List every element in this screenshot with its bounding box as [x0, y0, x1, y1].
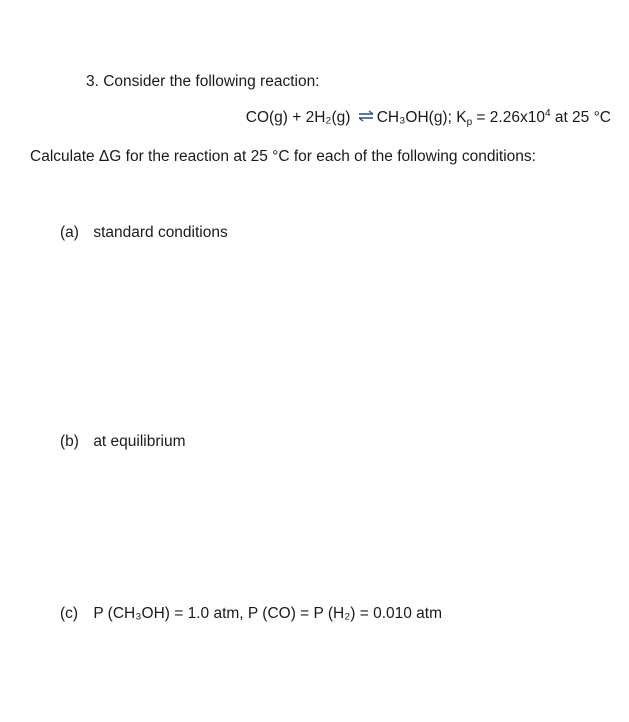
- products: CH₃OH(g);: [376, 109, 452, 126]
- kp-value: = 2.26x10: [472, 109, 545, 126]
- kp-symbol: K: [456, 109, 467, 126]
- reaction-equation: [246, 108, 611, 133]
- part-b: [60, 432, 186, 452]
- part-c-label: (c): [60, 605, 79, 622]
- part-b-text: at equilibrium: [93, 433, 186, 450]
- part-c: [60, 604, 442, 624]
- part-a-label: (a): [60, 224, 79, 241]
- reactants: CO(g) + 2H₂(g): [245, 109, 351, 126]
- part-a: [60, 223, 228, 243]
- part-c-text: P (CH₃OH) = 1.0 atm, P (CO) = P (H₂) = 0.010 atm: [93, 605, 443, 622]
- part-a-text: standard conditions: [93, 224, 228, 241]
- part-b-label: (b): [60, 433, 79, 450]
- temperature: at 25 °C: [550, 109, 611, 126]
- kp-exponent: 4: [544, 108, 551, 119]
- kp-subscript: p: [466, 117, 473, 128]
- question-title: 3. Consider the following reaction:: [86, 73, 320, 90]
- equilibrium-arrow-icon: [357, 108, 375, 128]
- question-prompt: Calculate ΔG for the reaction at 25 °C for each of the following conditions:: [30, 148, 536, 165]
